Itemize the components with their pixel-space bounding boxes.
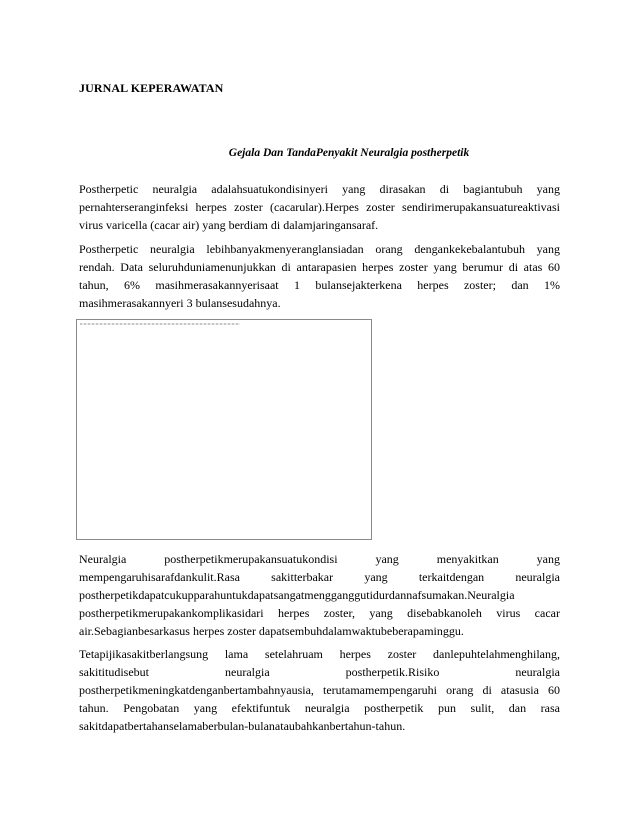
figure-placeholder xyxy=(76,319,372,540)
paragraph-3 xyxy=(79,550,560,640)
paragraph-line: Tetapijikasakitberlangsung lama setelahruam herpes zoster danlepuhtelahmenghilang, xyxy=(79,647,560,661)
journal-heading: JURNAL KEPERAWATAN xyxy=(79,81,224,95)
paragraph-line: virus varicella (cacar air) yang berdiam di dalamjaringansaraf. xyxy=(79,218,379,232)
paragraph-line: tahun, 6% masihmerasakannyerisaat 1 bulansejakterkena herpes zoster; dan 1% xyxy=(79,278,560,292)
paragraph-line: sakititudisebut neuralgia postherpetik.Risiko neuralgia xyxy=(79,665,560,679)
paragraph-2 xyxy=(79,240,560,312)
paragraph-line: pernahterseranginfeksi herpes zoster (cacarular).Herpes zoster sendirimerupakansuatureaktivasi xyxy=(79,200,560,214)
figure-caption-strip xyxy=(80,323,240,325)
paragraph-line: rendah. Data seluruhduniamenunjukkan di antarapasien herpes zoster yang berumur di atas 60 xyxy=(79,260,560,274)
paragraph-line: tahun. Pengobatan yang efektifuntuk neuralgia postherpetik pun sulit, dan rasa xyxy=(79,701,560,715)
paragraph-line: air.Sebagianbesarkasus herpes zoster dapatsembuhdalamwaktubeberapaminggu. xyxy=(79,624,464,638)
paragraph-line: sakitdapatbertahanselamaberbulan-bulanataubahkanbertahun-tahun. xyxy=(79,719,406,733)
paragraph-line: mempengaruhisarafdankulit.Rasa sakitterbakar yang terkaitdengan neuralgia xyxy=(79,570,560,584)
paragraph-line: Postherpetic neuralgia lebihbanyakmenyeranglansiadan orang dengankekebalantubuh yang xyxy=(79,242,560,256)
paragraph-line: postherpetikmeningkatdenganbertambahnyausia, terutamamempengaruhi orang di atasusia 60 xyxy=(79,683,560,697)
paragraph-line: masihmerasakannyeri 3 bulansesudahnya. xyxy=(79,296,281,310)
paragraph-line: postherpetikdapatcukupparahuntukdapatsangatmengganggutidurdannafsumakan.Neuralgia xyxy=(79,588,515,602)
paragraph-line: Neuralgia postherpetikmerupakansuatukondisi yang menyakitkan yang xyxy=(79,552,560,566)
paragraph-line: postherpetikmerupakankomplikasidari herpes zoster, yang disebabkanoleh virus cacar xyxy=(79,606,560,620)
article-title: Gejala Dan TandaPenyakit Neuralgia postherpetik xyxy=(228,147,470,159)
paragraph-4 xyxy=(79,645,560,735)
paragraph-1 xyxy=(79,180,560,234)
paragraph-line: Postherpetic neuralgia adalahsuatukondisinyeri yang dirasakan di bagiantubuh yang xyxy=(79,182,560,196)
